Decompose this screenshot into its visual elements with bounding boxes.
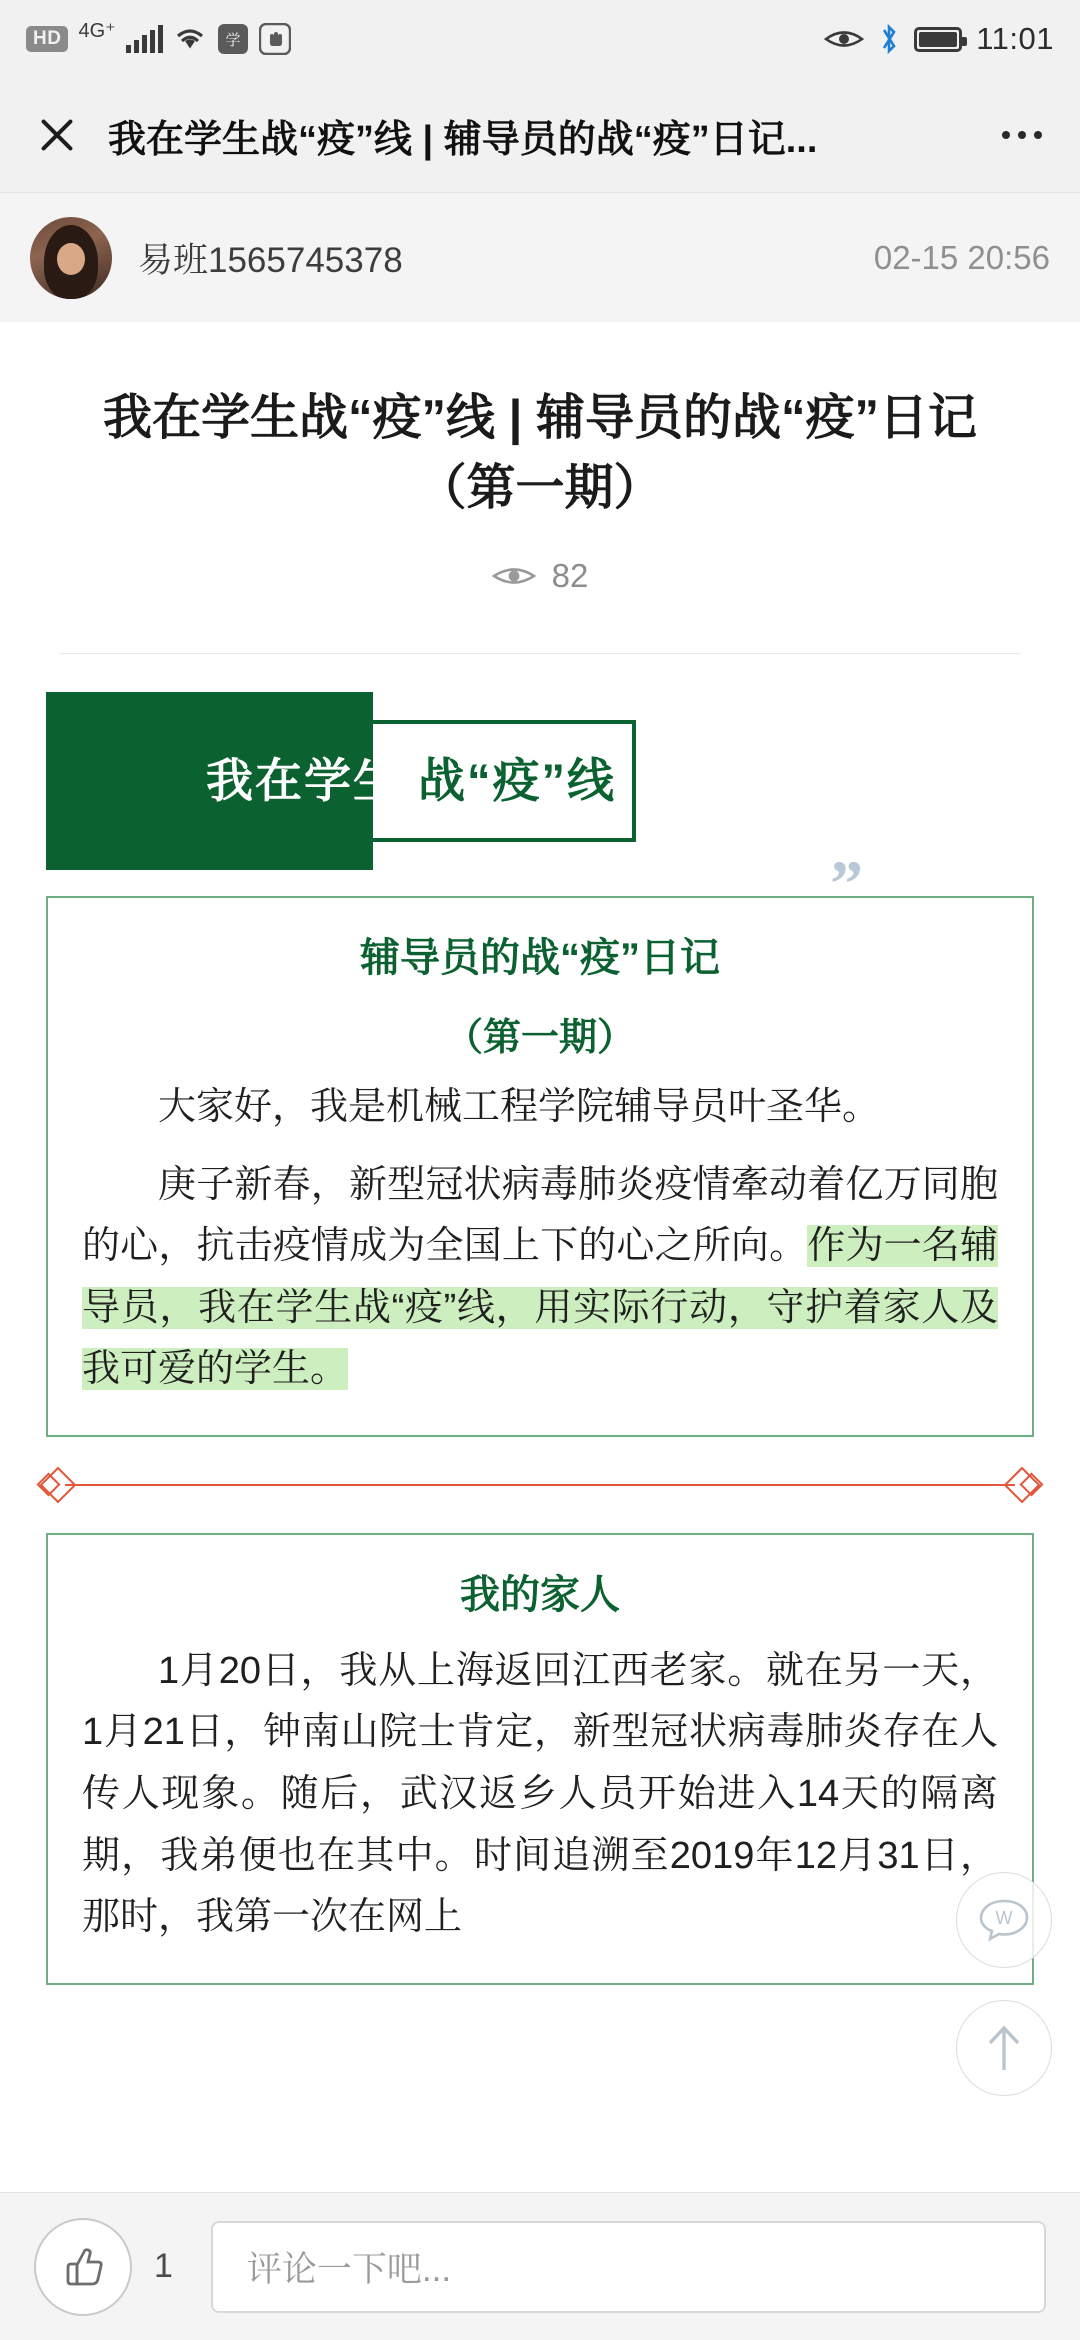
avatar-face: [57, 243, 85, 275]
article-body: [0, 654, 1080, 1984]
banner-left-text: 我在学生: [206, 754, 402, 808]
family-heading: 我的家人: [460, 1572, 620, 1617]
diary-heading: 辅导员的战“疫”日记: [360, 936, 720, 981]
diary-intro-card: [46, 896, 1034, 1437]
author-name[interactable]: 易班1565745378: [138, 240, 403, 280]
study-app-icon: [217, 23, 249, 55]
avatar[interactable]: [30, 217, 112, 299]
family-section-card: [46, 1533, 1034, 1985]
diary-subheading: （第一期）: [444, 1017, 635, 1060]
family-paragraph-1: 1月20日，我从上海返回江西老家。就在另一天，1月21日，钟南山院士肯定，新型冠状病毒肺炎存在人传人现象。随后，武汉返乡人员开始进入14天的隔离期，我弟便也在其中。时间追溯至2019年12月31日，那时，我第一次在网上: [82, 1649, 998, 1939]
diary-paragraph-1: 大家好，我是机械工程学院辅导员叶圣华。: [158, 1086, 881, 1129]
view-count-label: 82: [551, 557, 589, 595]
close-icon[interactable]: [34, 112, 80, 158]
comment-placeholder: 评论一下吧...: [246, 2249, 452, 2289]
battery-icon: [914, 27, 962, 52]
eye-view-icon: [492, 562, 536, 590]
author-bar: [0, 192, 1080, 322]
diary-paragraph-2-plain: 庚子新春，新型冠状病毒肺炎疫情牽动着亿万同胞的心，抗击疫情成为全国上下的心之所向。: [82, 1163, 998, 1268]
bottom-action-bar: [0, 2192, 1080, 2340]
title-bar: [0, 78, 1080, 192]
wechat-float-button[interactable]: [956, 1872, 1052, 1968]
status-bar: [0, 0, 1080, 78]
thumbs-up-icon: [56, 2240, 110, 2294]
publish-date: 02-15 20:56: [873, 238, 1050, 276]
arrow-up-icon: [981, 2022, 1027, 2074]
more-options-icon[interactable]: [1002, 131, 1046, 139]
article-title: 我在学生战“疫”线 | 辅导员的战“疫”日记（第一期）: [103, 391, 977, 515]
section-banner: [46, 692, 1034, 870]
hand-icon: [259, 23, 291, 55]
hd-badge: HD: [26, 26, 68, 52]
comment-input[interactable]: [211, 2221, 1046, 2313]
header-divider: [60, 653, 1020, 654]
svg-text:学: 学: [225, 31, 241, 49]
diamond-left-icon: [40, 1467, 77, 1504]
bluetooth-icon: [878, 24, 900, 54]
ornament-divider: [46, 1437, 1034, 1533]
clock-label: 11:01: [976, 21, 1054, 56]
diary-paragraph-2: [82, 1155, 998, 1401]
eye-icon: [824, 26, 864, 52]
signal-bars-icon: [126, 25, 163, 53]
like-count-label: 1: [154, 2247, 173, 2285]
network-type-label: 4G⁺: [78, 19, 116, 42]
svg-text:W: W: [995, 1908, 1013, 1928]
status-bar-right: [824, 21, 1054, 57]
article-header: [0, 322, 1080, 921]
status-bar-left: [26, 19, 291, 55]
divider-line: [65, 1484, 1015, 1486]
view-count: [60, 557, 1020, 595]
like-button[interactable]: [34, 2218, 132, 2316]
speech-bubble-icon: [978, 1897, 1030, 1943]
wifi-icon: [173, 25, 207, 53]
banner-right-text: 战“疫”线: [418, 754, 616, 808]
scroll-to-top-button[interactable]: [956, 2000, 1052, 2096]
diary-paragraph-2-highlight: 作为一名辅导员，我在学生战“疫”线，用实际行动，守护着家人及我可爱的学生。: [82, 1225, 998, 1391]
page-title: 我在学生战“疫”线 | 辅导员的战“疫”日记...: [108, 118, 818, 161]
quote-close-icon: ”: [830, 848, 863, 921]
